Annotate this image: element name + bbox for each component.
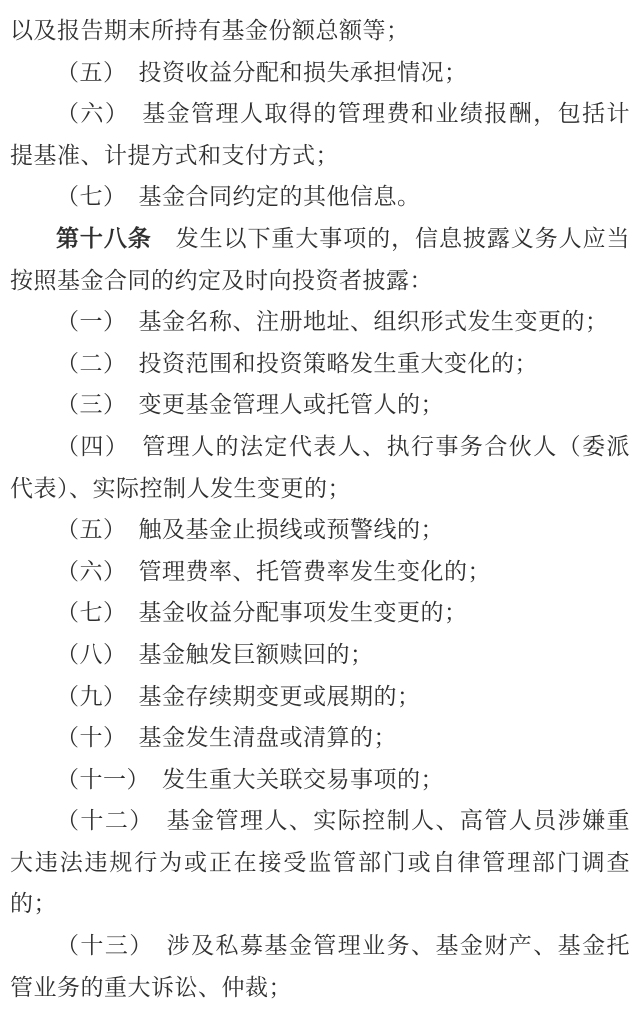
paragraph-text: （五） 触及基金止损线或预警线的； [56,517,444,543]
paragraph-item-12 [10,800,630,925]
paragraph-text: （十） 基金发生清盘或清算的； [56,725,397,751]
paragraph-item-4 [10,426,630,509]
paragraph-item-1 [10,301,630,343]
paragraph-item-5b [10,509,630,551]
paragraph-item-5 [10,52,630,94]
paragraph-text: （七） 基金合同约定的其他信息。 [56,184,421,210]
paragraph-item-2 [10,343,630,385]
paragraph-item-6b [10,551,630,593]
paragraph-text: 发生以下重大事项的，信息披露义务人应当按照基金合同的约定及时向投资者披露： [10,225,631,293]
paragraph-text: （七） 基金收益分配事项发生变更的； [56,600,468,626]
paragraph-article-18 [10,218,630,301]
paragraph-item-3 [10,384,630,426]
paragraph-text: （八） 基金触发巨额赎回的； [56,641,374,667]
paragraph-item-8 [10,634,630,676]
paragraph-text: （十二） 基金管理人、实际控制人、高管人员涉嫌重大违法违规行为或正在接受监管部门或自律管理部门调查的； [10,808,630,917]
paragraph-item-7 [10,176,630,218]
paragraph-item-11 [10,759,630,801]
paragraph-text: （十一） 发生重大关联交易事项的； [56,766,444,792]
paragraph-item-10 [10,717,630,759]
article-number: 第十八条 [56,225,152,251]
paragraph-text: （九） 基金存续期变更或展期的； [56,683,421,709]
paragraph-item-9 [10,676,630,718]
paragraph-item-6 [10,93,630,176]
paragraph-text: （二） 投资范围和投资策略发生重大变化的； [56,350,538,376]
paragraph-item-7b [10,592,630,634]
paragraph-text: （三） 变更基金管理人或托管人的； [56,392,444,418]
paragraph-text: （十三） 涉及私募基金管理业务、基金财产、基金托管业务的重大诉讼、仲裁； [10,933,630,1000]
paragraph-text: 以及报告期末所持有基金份额总额等； [10,18,410,43]
paragraph-text: （六） 基金管理人取得的管理费和业绩报酬，包括计提基准、计提方式和支付方式； [10,101,630,168]
paragraph-text: （一） 基金名称、注册地址、组织形式发生变更的； [56,309,609,335]
paragraph-text: （六） 管理费率、托管费率发生变化的； [56,558,491,584]
paragraph-text: （五） 投资收益分配和损失承担情况； [56,59,468,85]
paragraph-item-13 [10,925,630,1008]
paragraph-text: （四） 管理人的法定代表人、执行事务合伙人（委派代表）、实际控制人发生变更的； [10,433,630,501]
paragraph-continuation [10,10,630,52]
